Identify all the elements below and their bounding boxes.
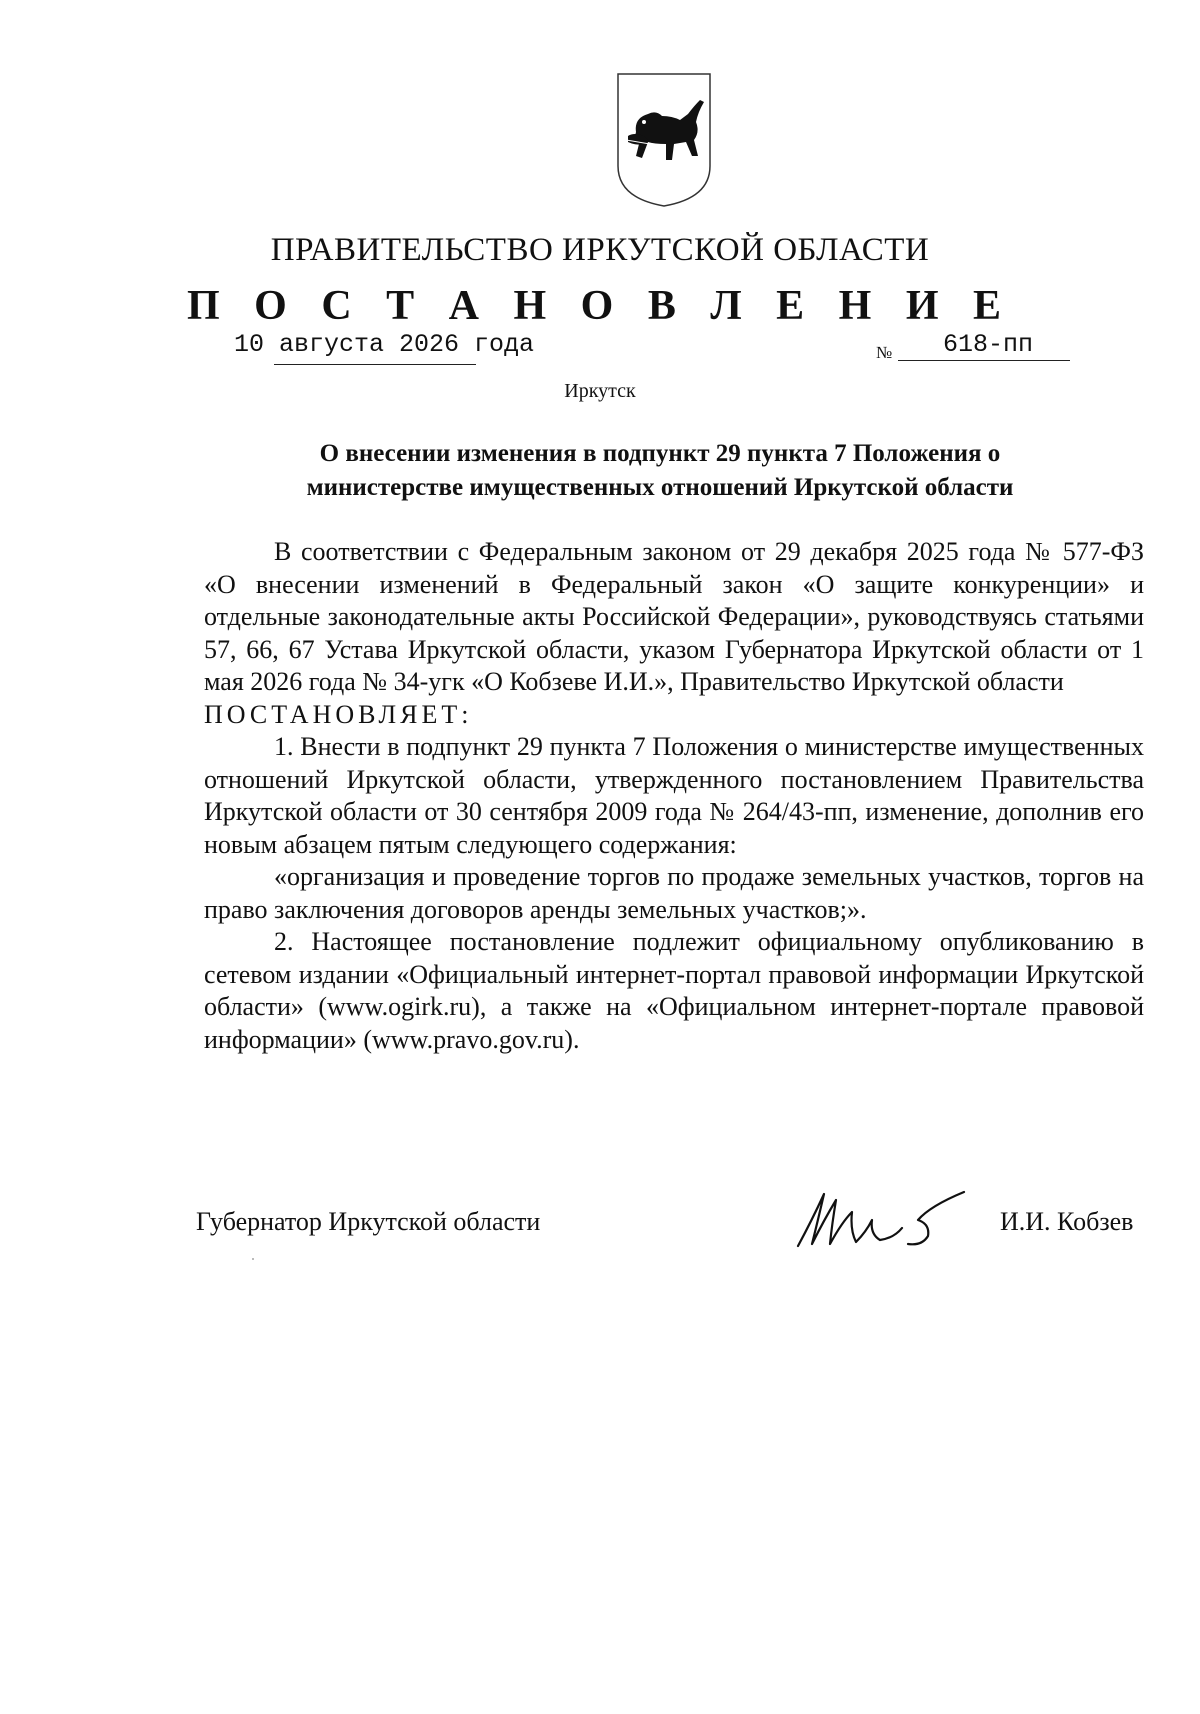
preamble-paragraph: В соответствии с Федеральным законом от 29 декабря 2025 года № 577-ФЗ «О внесении изменений в Федеральный закон «О защите конкуренции» и отдельные законодательные акты Российской Федерации», руководствуясь статьями 57, 66, 67 Устава Иркутской области, указом Губернатора Иркутской области от 1 мая 2026 года № 34-угк «О Кобзеве И.И.», Правительство Иркутской области <box>204 537 1144 696</box>
signatory-name: И.И. Кобзев <box>1000 1207 1134 1236</box>
item-2-paragraph: 2. Настоящее постановление подлежит официальному опубликованию в сетевом издании «Официальный интернет-портал правовой информации Иркутской области» (www.ogirk.ru), а также на «Официальном интернет-портале правовой информации» (www.pravo.gov.ru). <box>204 927 1144 1054</box>
title-line-2: министерстве имущественных отношений Иркутской области <box>306 474 1014 501</box>
number-underline <box>898 360 1070 361</box>
government-name: ПРАВИТЕЛЬСТВО ИРКУТСКОЙ ОБЛАСТИ <box>270 232 930 268</box>
title-line-1: О внесении изменения в подпункт 29 пункта 7 Положения о <box>319 440 1001 467</box>
document-type: П О С Т А Н О В Л Е Н И Е <box>186 283 1014 329</box>
city: Иркутск <box>564 380 636 402</box>
document-number: 618-пп <box>943 330 1034 359</box>
scan-artifact <box>252 1258 254 1260</box>
document-date: 10 августа 2026 года <box>234 330 535 359</box>
document-body <box>204 536 1144 1056</box>
number-sign: № <box>876 343 893 362</box>
signatory-position: Губернатор Иркутской области <box>196 1207 541 1236</box>
decree-word: ПОСТАНОВЛЯЕТ: <box>204 699 473 729</box>
item-1-paragraph: 1. Внести в подпункт 29 пункта 7 Положения о министерстве имущественных отношений Иркутской области, утвержденного постановлением Правительства Иркутской области от 30 сентября 2009 года № 264/43-пп, изменение, дополнив его новым абзацем пятым следующего содержания: <box>204 732 1144 859</box>
quote-paragraph: «организация и проведение торгов по продаже земельных участков, торгов на право заключения договоров аренды земельных участков;». <box>204 862 1144 924</box>
date-underline <box>274 364 476 365</box>
coat-of-arms-icon <box>614 70 714 210</box>
document-title <box>200 437 1120 505</box>
handwritten-signature <box>790 1180 970 1260</box>
